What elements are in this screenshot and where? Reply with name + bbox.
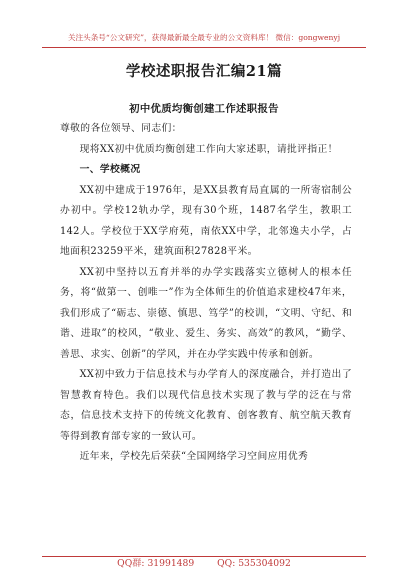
body-paragraph: XX初中坚持以五育并举的办学实践落实立德树人的根本任务，将“做第一、创唯一”作为全体师生的价值追求建校47年来，我们形成了“砺志、崇德、慎思、笃学”的校训，“文明、守纪、和谐、进取”的校风，“敬业、爱生、务实、高效”的教风，“勤学、善思、求实、创新”的学风，并在办学实践中传承和创新。 [60, 266, 352, 360]
top-banner: 关注头条号“公文研究”，获得最新最全最专业的公文资料库！ 微信：gongwenyj [42, 30, 366, 48]
intro-paragraph: 现将XX初中优质均衡创建工作向大家述职，请批评指正！ [79, 143, 338, 155]
body-paragraph: XX初中建成于1976年，是XX县教育局直属的一所寄宿制公办初中。学校12轨办学，现有30个班，1487名学生，教职工142人。学校位于XX学府苑，南依XX中学，北邻逸夫小学，占地面积23259平米，建筑面积27828平米。 [60, 184, 352, 257]
qq-number: QQ: 535304092 [217, 558, 291, 569]
contact-footer [42, 556, 366, 572]
document-body [60, 119, 352, 468]
document-title: 学校述职报告汇编21篇 [125, 63, 283, 80]
body-paragraph: XX初中致力于信息技术与办学育人的深度融合，并打造出了智慧教育特色。我们以现代信息技术实现了教与学的泛在与常态，信息技术支持下的传统文化教育、创客教育、航空航天教育等得到教育部专家的一致认可。 [60, 369, 352, 442]
qq-group-number: QQ群: 31991489 [117, 558, 195, 569]
report-subtitle: 初中优质均衡创建工作述职报告 [129, 103, 279, 115]
section-heading: 一、学校概况 [79, 164, 141, 175]
salutation: 尊敬的各位领导、同志们： [60, 123, 182, 134]
body-paragraph: 近年来，学校先后荣获“全国网络学习空间应用优秀 [79, 451, 309, 462]
